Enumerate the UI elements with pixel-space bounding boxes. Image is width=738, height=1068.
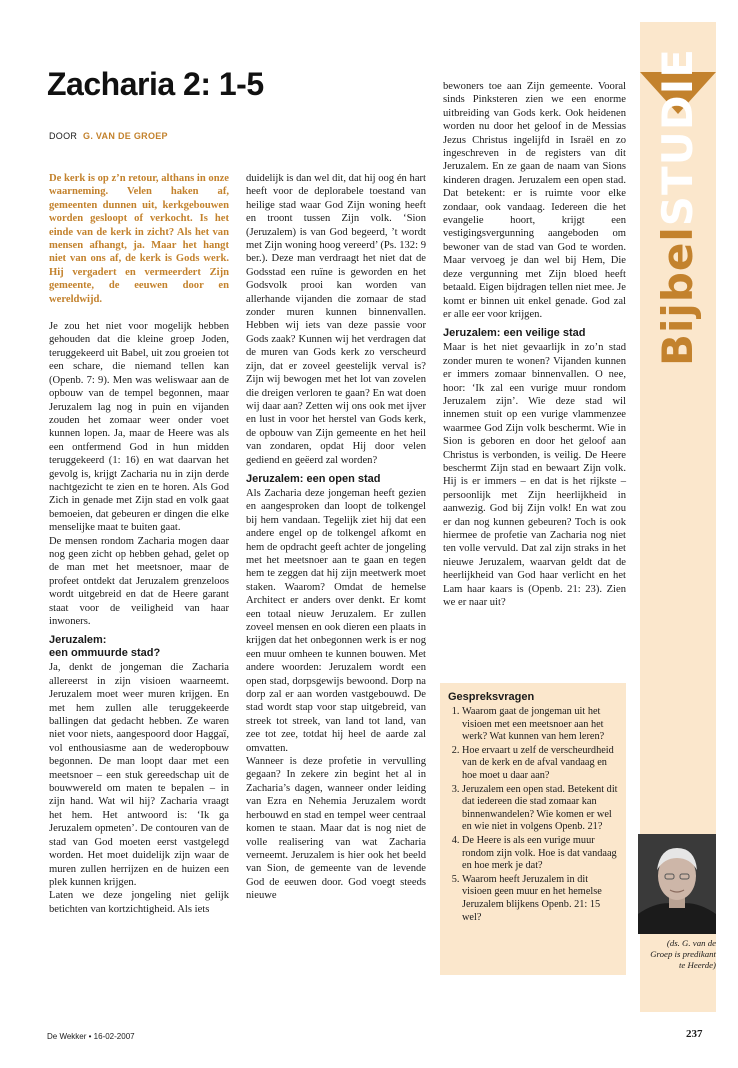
body-paragraph: Laten we deze jongeling niet gelijk betichten van kortzichtigheid. Als iets <box>49 890 229 915</box>
question-item: 4. De Heere is als een vurige muur rondom zijn volk. Hoe is dat vandaag en hoe merk je dat? <box>462 835 620 873</box>
column-2 <box>246 172 426 903</box>
section-label-word-bijbel: Bijbel <box>653 226 702 366</box>
byline-prefix: DOOR <box>49 131 78 141</box>
section-label-bijbelstudie <box>653 48 702 366</box>
caption-line: te Heerde) <box>678 960 716 970</box>
portrait-icon <box>638 834 716 934</box>
body-paragraph: Ja, denkt de jongeman die Zacharia allereerst in zijn visioen waarneemt. Jeruzalem moet weer muren krijgen. En met hem zullen alle teruggekeerde ballingen dat gedacht hebben. Ze waren niet voor niets, aangespoord door Haggaï, vol enthousiasme aan de wederopbouw begonnen. De man loopt daar met een meetsnoer – een stuk gereedschap uit de bouwwereld om maten te bepalen – in zijn hand. Wat wil hij? Zacharia vraagt het hem. Het antwoord is: ‘Ik ga Jeruzalem opmeten’. De contouren van de stad van God moeten eerst vastgelegd worden. Het moet duidelijk zijn waar de muren zullen herrijzen en de huizen een plek kunnen krijgen. <box>49 662 229 888</box>
section-heading-ommuurde-stad <box>49 634 229 660</box>
section-label-word-studie: STUDIE <box>653 48 702 227</box>
column-1 <box>49 172 229 916</box>
section-heading-line: Jeruzalem: <box>49 634 107 647</box>
question-item: 5. Waarom heeft Jeruzalem in dit visioen geen muur en het hemelse Jeruzalem blijkens Openb. 21: 15 wel? <box>462 874 620 924</box>
byline <box>49 131 168 141</box>
discussion-questions-list <box>440 706 626 924</box>
caption-line: (ds. G. van de <box>666 938 716 948</box>
body-paragraph: duidelijk is dan wel dit, dat hij oog én hart heeft voor de deplorabele toestand van heilige stad waar God Zijn woning heeft en troont tussen Zijn volk. ‘Sion (Jeruzalem) is van God begeerd, ’t wordt met Zijn woning hoog vereerd’ (Ps. 132: 9 ber.). Deze man verdraagt het niet dat de Godsstad een ruïne is geworden en het Godsvolk prooi kan worden van allerhande vijanden die zomaar de stad zonder muren kunnen binnenvallen. Hebben wij iets van deze passie voor Gods zaak? Kunnen wij het verdragen dat de muren van Gods kerk zo verscheurd zijn, dat er zoveel geestelijk verval is? Zijn wij bewogen met het lot van zovelen die dreigen verloren te gaan? En wat doen wij daar aan? Zetten wij ons ook met ijver en lust in voor het herstel van Gods kerk, de opbouw van Zijn gemeente en het heil van zondaren, opdat Hij door velen gediend en geëerd zal worden? <box>246 173 426 466</box>
photo-caption <box>636 938 716 971</box>
page-number: 237 <box>686 1028 703 1040</box>
discussion-questions-title: Gespreksvragen <box>448 691 535 703</box>
author-name: G. VAN DE GROEP <box>83 131 168 141</box>
article-title: Zacharia 2: 1-5 <box>47 66 264 102</box>
body-paragraph: bewoners toe aan Zijn gemeente. Vooral sinds Pinksteren zien we een enorme uitbreiding van Gods kerk. Ook heidenen worden nu door het geloof in de Messias Jezus Christus ingelijfd in Israël en zo ingeschreven in de registers van dit Jeruzalem. En ze gaan de naam van Sions kinderen dragen. Jeruzalem een open stad. Dat betekent: er is ruimte voor elke zondaar, ook vandaag. Iedereen die het evangelie hoort, krijgt een vestigingsvergunning aangeboden om bewoner van de stad van God te worden. Maar vervoeg je dan wel bij Hem, Die deze vergunning met Zijn bloed heeft betaald. Eigen bijdragen tellen niet mee. Je komt er binnen uit enkel genade. God zal er alle eer voor krijgen. <box>443 81 626 320</box>
body-paragraph: Je zou het niet voor mogelijk hebben gehouden dat die kleine groep Joden, teruggekeerd uit Babel, uit zou groeien tot een schare, die niemand tellen kan (Openb. 7: 9). Men was weliswaar aan de opbouw van de tempel begonnen, maar Jeruzalem lag nog in puin en vijanden zouden het zomaar weer onder voet kunnen lopen. Ja, maar de Heere was als een ontfermend God in hun midden teruggekeerd (1: 16) en wat daarvan het gevolg is, krijgt Zacharia nu in zijn derde nachtgezicht te zien en te horen. Als God Zich in genade met Zijn stad en volk gaat bemoeien, dat gebeuren er dingen die elke menselijke maat te buiten gaat. <box>49 321 229 534</box>
caption-line: Groep is predikant <box>650 949 716 959</box>
section-heading-veilige-stad: Jeruzalem: een veilige stad <box>443 327 586 340</box>
question-item: 1. Waarom gaat de jongeman uit het visioen met een meetsnoer aan het werk? Wat kunnen van hem leren? <box>462 706 620 744</box>
body-paragraph: Als Zacharia deze jongeman heeft gezien en aangesproken dan loopt de tolkengel bij hem vandaan. Tegelijk ziet hij dat een andere engel op de tolkengel afkomt en hem de opdracht geeft achter de jongeling met het meetsnoer aan te gaan en tegen hem te zeggen dat hij zijn meetwerk moet staken. Waarom? Omdat de hemelse Architect er anders over denkt. Er komt een totaal nieuw Jeruzalem. Er zullen zoveel mensen en ook dieren een plaats in krijgen dat het onbegonnen werk is er nog een muur omheen te kunnen bouwen. Met andere woorden: Jeruzalem wordt een open stad, dorpsgewijs bewoond. Dorp na dorp zal er aan worden vastgebouwd. De stad wordt stap voor stap uitgebreid, van streek tot streek, van land tot land, van zee tot zee, totdat hij heel de aarde zal omvatten. <box>246 487 426 754</box>
author-photo <box>638 834 716 934</box>
section-heading-line: een ommuurde stad? <box>49 647 161 660</box>
body-paragraph: Maar is het niet gevaarlijk in zo’n stad zonder muren te wonen? Vijanden kunnen er immers zomaar binnenvallen. O nee, hoor: ‘Ik zal een vurige muur rondom Jeruzalem zijn’. Wie deze stad wil innemen stuit op een vurige vlammenzee waarmee God Zijn volk beschermt. Wie in Sion is geboren en door het geloof aan Christus is verbonden, is veilig. De Heere beschermt Zijn stad en bewaart Zijn volk. Hij is er immers – en dat is het rijkste – persoonlijk met Zijn heerlijkheid in aanwezig. God bij Zijn volk! En wat zou er dan nog kunnen gebeuren? Toch is ook hiermee de profetie van Zacharia nog niet ten volle vervuld. Dat zal zijn straks in het nieuwe Jeruzalem, waarvan geldt dat de heerlijkheid van God haar verlicht en het Lam haar kaars is (Openb. 21: 23). Zien we er naar uit? <box>443 342 626 609</box>
intro-paragraph: De kerk is op z’n retour, althans in onze waarneming. Velen haken af, gemeenten dunnen uit, kerkgebouwen worden gesloopt of verkocht. Is het einde van de kerk in zicht? Als het van mensen afhangt, ja. Maar het hangt niet van ons af, de kerk is Gods werk. Hij vergadert en vermeerdert Zijn gemeente, de eeuwen door en wereldwijd. <box>49 173 229 305</box>
body-paragraph: Wanneer is deze profetie in vervulling gegaan? In zekere zin begint het al in Zacharia’s dagen, wanneer onder leiding van Ezra en Nehemia Jeruzalem wordt herbouwd en stad en tempel weer centraal komen te staan. Maar dat is nog niet de volle realisering van wat Zacharia verneemt. Jeruzalem is hier ook het beeld van Sion, de gemeente van de levende God de eeuwen door. God voegt steeds nieuwe <box>246 756 426 902</box>
discussion-questions-box <box>440 683 626 975</box>
question-item: 3. Jeruzalem een open stad. Betekent dit dat iedereen die stad zomaar kan binnenwandelen? Wie komen er wel en wie niet in volgens Openb. 21? <box>462 784 620 834</box>
body-paragraph: De mensen rondom Zacharia mogen daar nog geen zicht op hebben gehad, gelet op de man met het meetsnoer, maar de profeet ontdekt dat Jeruzalem grenzeloos wordt uitgebreid en dat de Heere garant staat voor de veiligheid van haar inwoners. <box>49 535 229 627</box>
publication-footer: De Wekker • 16-02-2007 <box>47 1032 135 1041</box>
question-item: 2. Hoe ervaart u zelf de verscheurdheid van de kerk en de afval vandaag en hoe moet u daar aan? <box>462 745 620 783</box>
section-heading-open-stad: Jeruzalem: een open stad <box>246 472 381 485</box>
column-3 <box>443 80 626 609</box>
